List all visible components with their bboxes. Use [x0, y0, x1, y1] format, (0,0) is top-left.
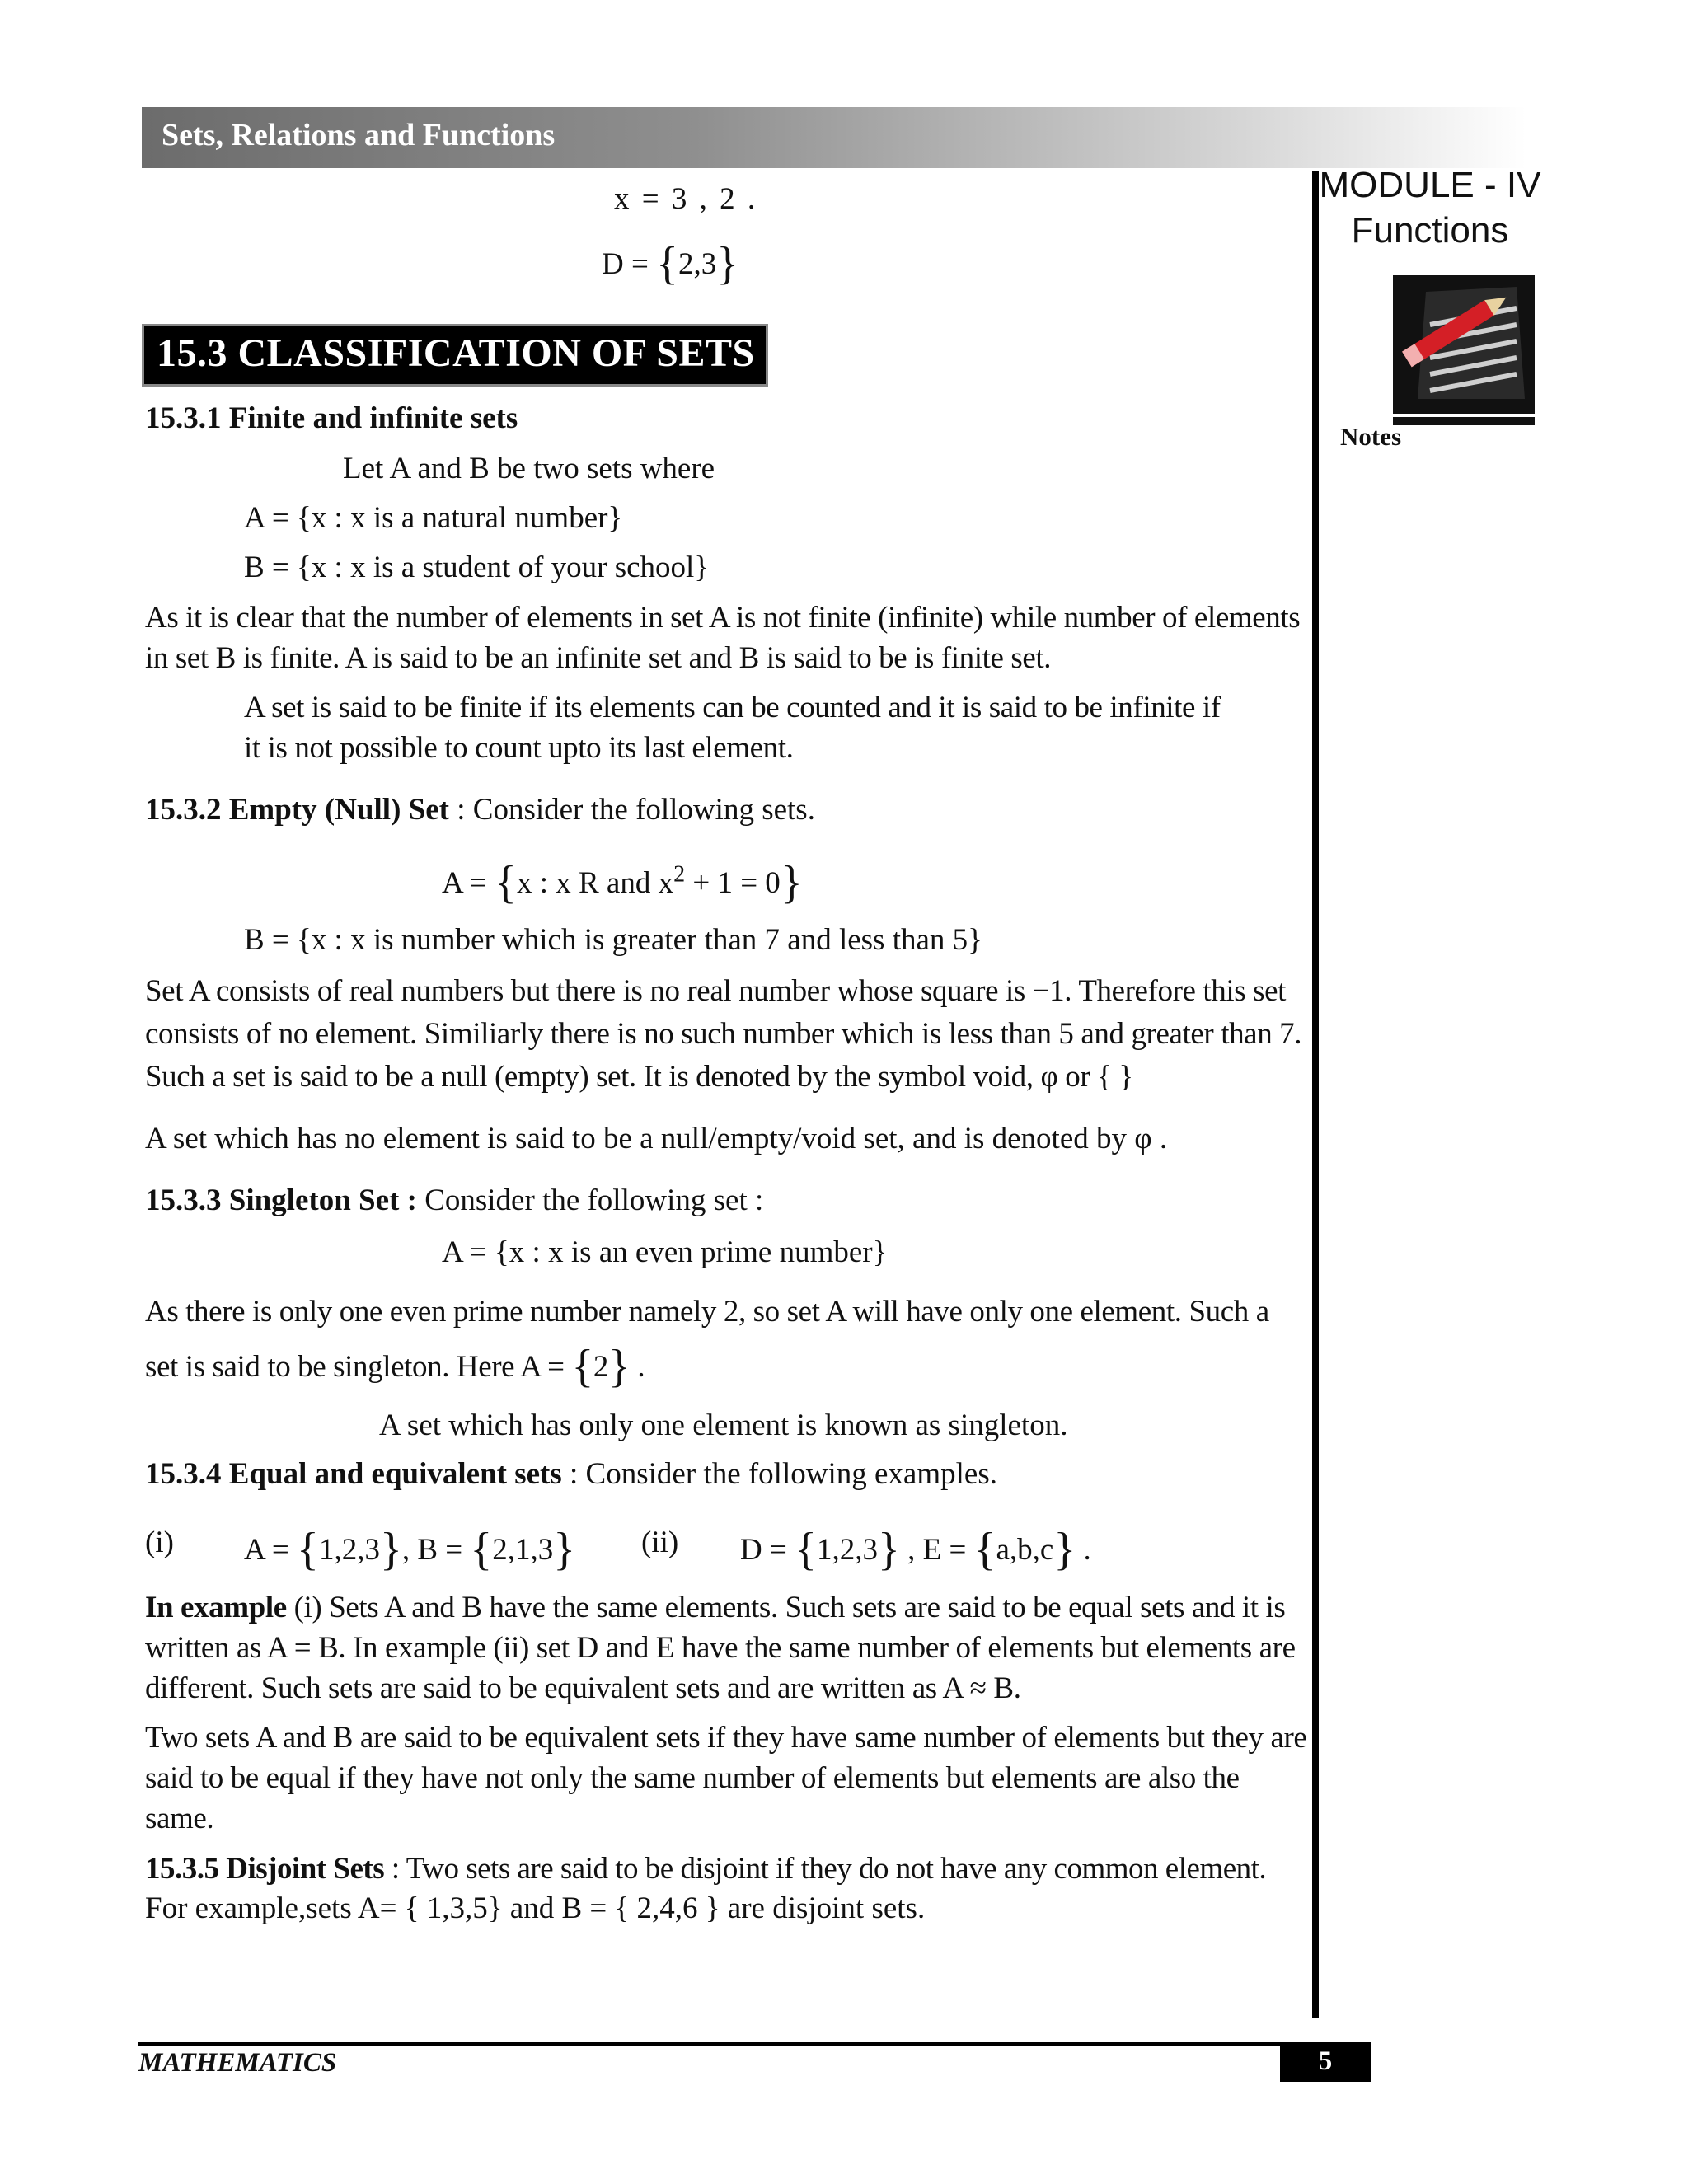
- disjoint-example: For example,sets A= { 1,3,5} and B = { 2,4,6 } are disjoint sets.: [145, 1891, 926, 1925]
- example-i-label: (i): [145, 1526, 174, 1559]
- running-header-title: Sets, Relations and Functions: [162, 118, 556, 152]
- example-i-sets: A = {1,2,3}, B = {2,1,3}: [244, 1524, 576, 1575]
- equivalent-definition: Two sets A and B are said to be equivalent sets if they have same number of elements but they are said to be equal if they have not only the same number of elements but elements are also the same.: [145, 1721, 1307, 1835]
- singleton-definition: A set which has only one element is known as singleton.: [379, 1408, 1068, 1442]
- empty-paragraph: Set A consists of real numbers but there is no real number whose square is −1. Therefore this set consists of no element. Similiarly there is no such number which is less than 5 and greater than 7. Such a set is said to be a null (empty) set. It is denoted by the symbol void, φ or { }: [145, 974, 1302, 1094]
- module-label: MODULE - IV: [1319, 165, 1541, 205]
- notes-pencil-icon: [1393, 275, 1535, 425]
- example-ii-label: (ii): [641, 1526, 679, 1559]
- equal-sets-paragraph: In example (i) Sets A and B have the same elements. Such sets are said to be equal sets and it is written as A = B. In example (ii) set D and E have the same number of elements but elements are different. Such sets are said to be equivalent sets and are written as A ≈ B.: [145, 1591, 1296, 1705]
- page-number: 5: [1318, 2046, 1333, 2076]
- empty-set-a-equation: A = {x : x R and $x^2 + 1 = 0$}: [442, 857, 803, 908]
- margin-rule: [1312, 171, 1319, 2018]
- heading-singleton-line: 15.3.3 Singleton Set : Consider the following set :: [145, 1183, 764, 1217]
- singleton-paragraph: As there is only one even prime number namely 2, so set A will have only one element. Such a set is said to be singleton. Here A = {2} .: [145, 1295, 1269, 1392]
- footer-rule: [138, 2042, 1370, 2046]
- finite-definition: A set is said to be finite if its elements can be counted and it is said to be infinite if it is not possible to count upto its last element.: [244, 691, 1221, 765]
- set-d-line: D = {2,3}: [602, 238, 739, 289]
- finite-set-a: A = {x : x is a natural number}: [244, 501, 623, 535]
- empty-definition: A set which has no element is said to be a null/empty/void set, and is denoted by φ .: [145, 1122, 1168, 1155]
- section-title: 15.3 CLASSIFICATION OF SETS: [157, 331, 755, 375]
- heading-finite-sets: 15.3.1 Finite and infinite sets: [145, 401, 518, 435]
- module-topic: Functions: [1351, 210, 1509, 251]
- heading-empty-set-line: 15.3.2 Empty (Null) Set : Consider the following sets.: [145, 793, 815, 827]
- singleton-set-a: A = {x : x is an even prime number}: [442, 1235, 888, 1269]
- heading-equal-sets-line: 15.3.4 Equal and equivalent sets : Consider the following examples.: [145, 1457, 997, 1491]
- finite-paragraph: As it is clear that the number of elements in set A is not finite (infinite) while number of elements in set B is finite. A is said to be an infinite set and B is said to be is finite set.: [145, 601, 1301, 675]
- finite-intro-line: Let A and B be two sets where: [343, 452, 715, 485]
- x-values-line: x = 3 , 2 .: [614, 182, 758, 216]
- empty-set-b: B = {x : x is number which is greater than 7 and less than 5}: [244, 923, 982, 957]
- footer-subject: MATHEMATICS: [138, 2048, 337, 2078]
- heading-disjoint-sets-line: 15.3.5 Disjoint Sets : Two sets are said to be disjoint if they do not have any common element.: [145, 1852, 1267, 1886]
- example-ii-sets: D = {1,2,3} , E = {a,b,c} .: [740, 1524, 1091, 1575]
- finite-set-b: B = {x : x is a student of your school}: [244, 551, 710, 584]
- notes-label: Notes: [1340, 422, 1402, 451]
